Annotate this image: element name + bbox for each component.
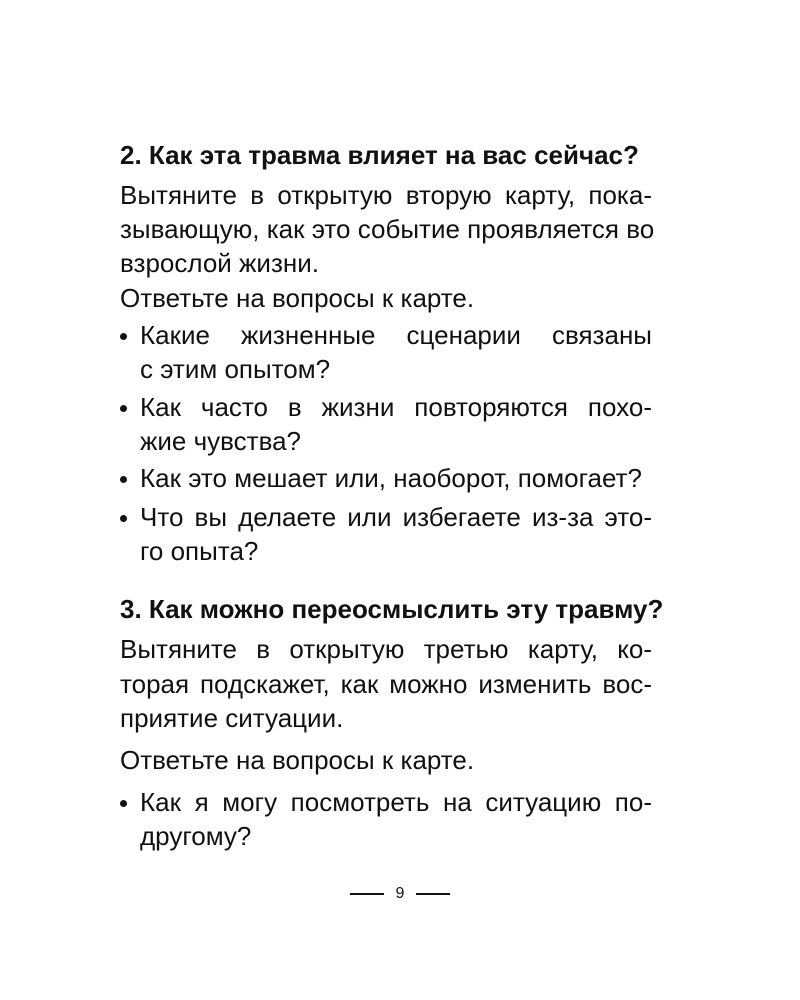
bullet-icon (120, 800, 127, 807)
paragraph-line: зывающую, как это событие проявляется во (120, 214, 655, 244)
list-item-continuation: го опыта? (140, 536, 259, 566)
list-item: Какие жизненные сценарии связаны (140, 320, 652, 350)
prompt-text: Ответьте на вопросы к карте. (120, 745, 475, 775)
bullet-icon (120, 476, 127, 483)
list-item: Как это мешает или, наоборот, помогает? (140, 463, 642, 493)
list-item: Что вы делаете или избегаете из-за это- (140, 502, 652, 532)
page-footer (0, 882, 800, 906)
paragraph-line: торая подскажет, как можно изменить вос- (120, 669, 652, 699)
list-item-continuation: с этим опытом? (140, 354, 331, 384)
section-heading: 2. Как эта травма влияет на вас сейчас? (120, 140, 639, 170)
page-number: 9 (395, 885, 405, 902)
section-heading: 3. Как можно переосмыслить эту травму? (120, 594, 664, 624)
list-item: Как часто в жизни повторяются похо- (140, 392, 652, 422)
paragraph-line: взрослой жизни. (120, 248, 319, 278)
bullet-icon (120, 405, 127, 412)
prompt-text: Ответьте на вопросы к карте. (120, 283, 475, 313)
paragraph-line: Вытяните в открытую третью карту, ко- (120, 634, 652, 664)
footer-dash-left (350, 893, 384, 895)
list-item-continuation: другому? (140, 821, 252, 851)
list-item-continuation: жие чувства? (140, 426, 302, 456)
paragraph-line: Вытяните в открытую вторую карту, пока- (120, 180, 652, 210)
list-item: Как я могу посмотреть на ситуацию по- (140, 787, 652, 817)
footer-dash-right (416, 893, 450, 895)
bullet-icon (120, 333, 127, 340)
bullet-icon (120, 515, 127, 522)
paragraph-line: приятие ситуации. (120, 703, 344, 733)
